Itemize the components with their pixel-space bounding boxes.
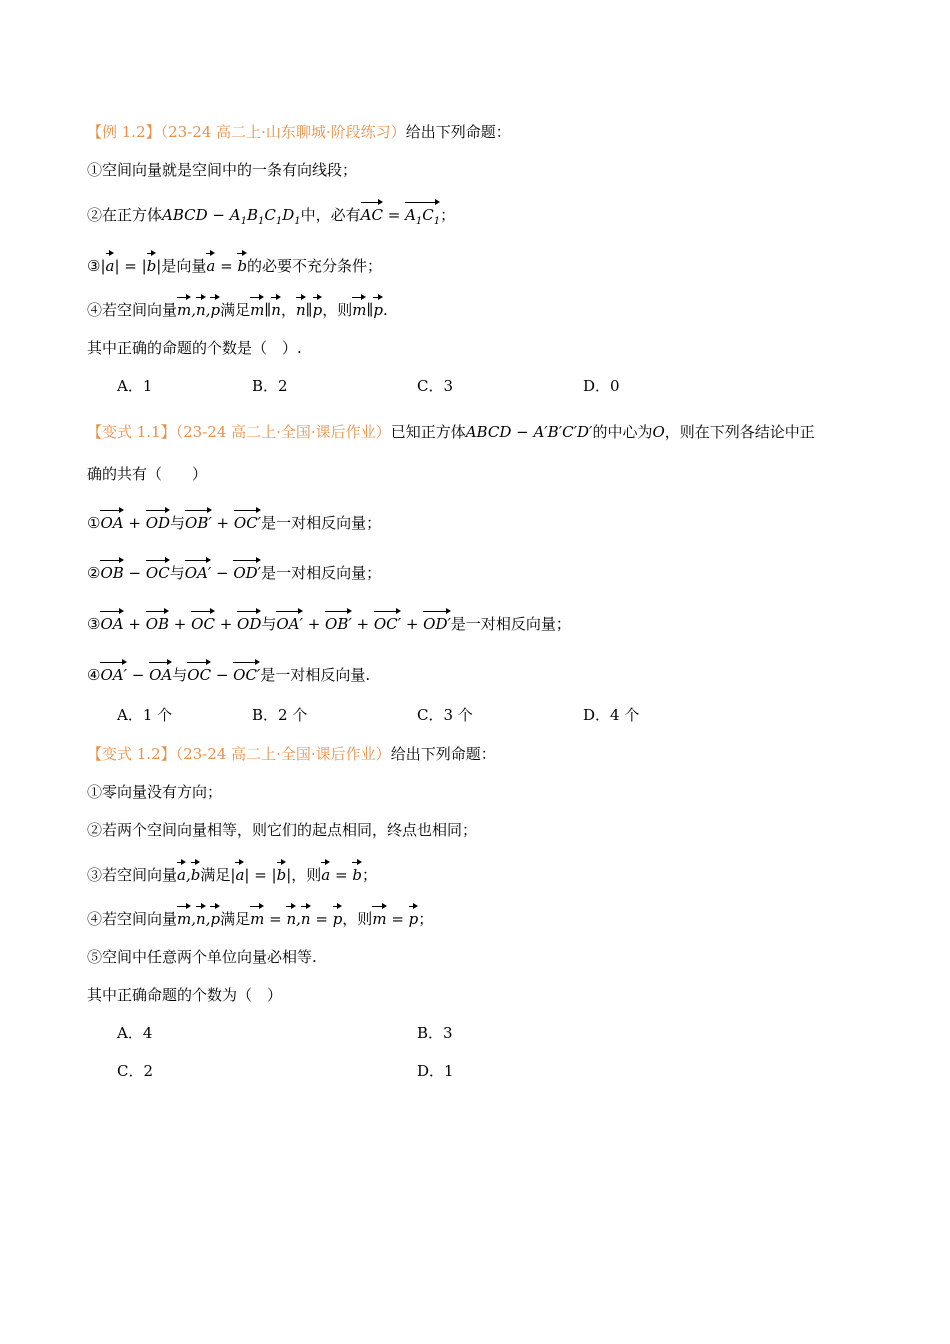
- math-expr: a,b: [177, 866, 201, 884]
- option-d[interactable]: D．1: [417, 1062, 454, 1080]
- variant-1-1-header: [87, 422, 815, 442]
- math-expr: OC − OC′: [187, 666, 261, 684]
- text: 是一对相反向量；: [261, 514, 382, 532]
- option-d[interactable]: D．0: [583, 377, 620, 395]
- math-expr: m,n,p: [177, 910, 221, 928]
- question-text: 其中正确命题的个数为（ ）: [87, 986, 283, 1004]
- text: 与: [170, 514, 186, 532]
- math-expr: OA′ + OB′ + OC′ + OD′: [276, 615, 451, 633]
- example-source: （23-24 高二上·山东聊城·阶段练习）: [160, 123, 406, 141]
- variant-proposition-1: [87, 513, 381, 533]
- circled-2: ②: [87, 564, 101, 582]
- vector-AC: AC: [360, 206, 383, 224]
- option-d[interactable]: D．4 个: [583, 706, 640, 724]
- variant-proposition-3: [87, 865, 377, 885]
- proposition-3: [87, 256, 382, 276]
- variant-proposition-5: ⑤空间中任意两个单位向量必相等.: [87, 948, 317, 966]
- text: 满足: [200, 866, 231, 884]
- math-expr: n∥p: [295, 301, 323, 319]
- question-text: 其中正确的命题的个数是（ ）.: [87, 339, 302, 357]
- variant-source: （23-24 高二上·全国·课后作业）: [175, 423, 391, 441]
- variant-source: （23-24 高二上·全国·课后作业）: [175, 745, 391, 763]
- variant-stem-line2: 确的共有（ ）: [87, 465, 208, 483]
- text: ③: [87, 257, 101, 275]
- variant-proposition-4: [87, 909, 433, 929]
- text: ④若空间向量: [87, 910, 178, 928]
- text: 与: [261, 615, 277, 633]
- math-expr: OA + OD: [100, 514, 171, 532]
- variant-proposition-3: [87, 614, 571, 634]
- proposition-2: ②在正方体ABCD − $A_1B_1C_1D_1$中，必有AC = $A_1C_1$；: [87, 205, 455, 232]
- text: 是向量: [161, 257, 207, 275]
- math-expr: O: [652, 423, 665, 441]
- text: ②在正方体: [87, 206, 163, 224]
- option-c[interactable]: C．2: [117, 1062, 154, 1080]
- option-b[interactable]: B．3: [417, 1024, 453, 1042]
- math-expr: ABCD − $A_1B_1C_1D_1$: [162, 206, 301, 227]
- text: 是一对相反向量.: [260, 666, 371, 684]
- math-expr: |a| = |b|: [100, 257, 162, 275]
- text: 中，必有: [300, 206, 361, 224]
- math-expr: OA′ − OA: [100, 666, 173, 684]
- variant-tag: 【变式 1.2】: [87, 745, 176, 763]
- example-stem: 给出下列命题：: [405, 123, 511, 141]
- option-b[interactable]: B．2 个: [252, 706, 308, 724]
- text: 与: [169, 564, 185, 582]
- math-expr: m = p: [372, 910, 419, 928]
- vector-A1C1: $A_1C_1$: [405, 205, 440, 232]
- option-b[interactable]: B．2: [252, 377, 288, 395]
- text: ③若空间向量: [87, 866, 178, 884]
- text: ，: [280, 301, 296, 319]
- option-a[interactable]: A．1 个: [117, 706, 173, 724]
- text: 与: [172, 666, 188, 684]
- math-expr: OB − OC: [100, 564, 170, 582]
- proposition-1: ①空间向量就是空间中的一条有向线段；: [87, 161, 358, 179]
- text: 是一对相反向量；: [450, 615, 571, 633]
- circled-4: ④: [87, 666, 101, 684]
- text: ，则在下列各结论中正: [664, 423, 815, 441]
- variant-proposition-2: ②若两个空间向量相等，则它们的起点相同，终点也相同；: [87, 821, 478, 839]
- text: .: [382, 301, 388, 319]
- circled-3: ③: [87, 615, 101, 633]
- text: 满足: [220, 301, 251, 319]
- math-expr: m∥n: [250, 301, 281, 319]
- math-expr: |a| = |b|: [230, 866, 292, 884]
- variant-proposition-2: [87, 563, 381, 583]
- math-expr: m = n,n = p: [250, 910, 343, 928]
- variant-tag: 【变式 1.1】: [87, 423, 176, 441]
- math-expr: m,n,p: [177, 301, 221, 319]
- text: 是一对相反向量；: [261, 564, 382, 582]
- math-expr: ABCD − A′B′C′D′: [465, 423, 593, 441]
- text: 满足: [220, 910, 251, 928]
- text: ；: [440, 206, 456, 224]
- math-expr: m∥p: [352, 301, 383, 319]
- text: 给出下列命题：: [390, 745, 496, 763]
- option-c[interactable]: C．3 个: [417, 706, 473, 724]
- variant-proposition-1: ①零向量没有方向；: [87, 783, 223, 801]
- text: 的必要不充分条件；: [247, 257, 383, 275]
- math-expr: a = b: [321, 866, 362, 884]
- text: 已知正方体: [390, 423, 466, 441]
- text: ，则: [342, 910, 373, 928]
- text: 的中心为: [592, 423, 653, 441]
- text: ，则: [322, 301, 353, 319]
- text: ④若空间向量: [87, 301, 178, 319]
- option-a[interactable]: A．4: [117, 1024, 153, 1042]
- example-1-2-header: [87, 122, 511, 142]
- math-expr: OA′ − OD′: [184, 564, 262, 582]
- option-a[interactable]: A．1: [117, 377, 153, 395]
- math-expr: OA + OB + OC + OD: [100, 615, 262, 633]
- proposition-4: [87, 300, 388, 320]
- text: ，则: [291, 866, 322, 884]
- variant-proposition-4: [87, 665, 370, 685]
- math-expr: OB′ + OC′: [185, 514, 262, 532]
- option-c[interactable]: C．3: [417, 377, 454, 395]
- math-expr: a = b: [206, 257, 248, 275]
- circled-1: ①: [87, 514, 101, 532]
- text: ；: [418, 910, 434, 928]
- variant-1-2-header: [87, 744, 496, 764]
- example-tag: 【例 1.2】: [87, 123, 161, 141]
- text: ；: [361, 866, 377, 884]
